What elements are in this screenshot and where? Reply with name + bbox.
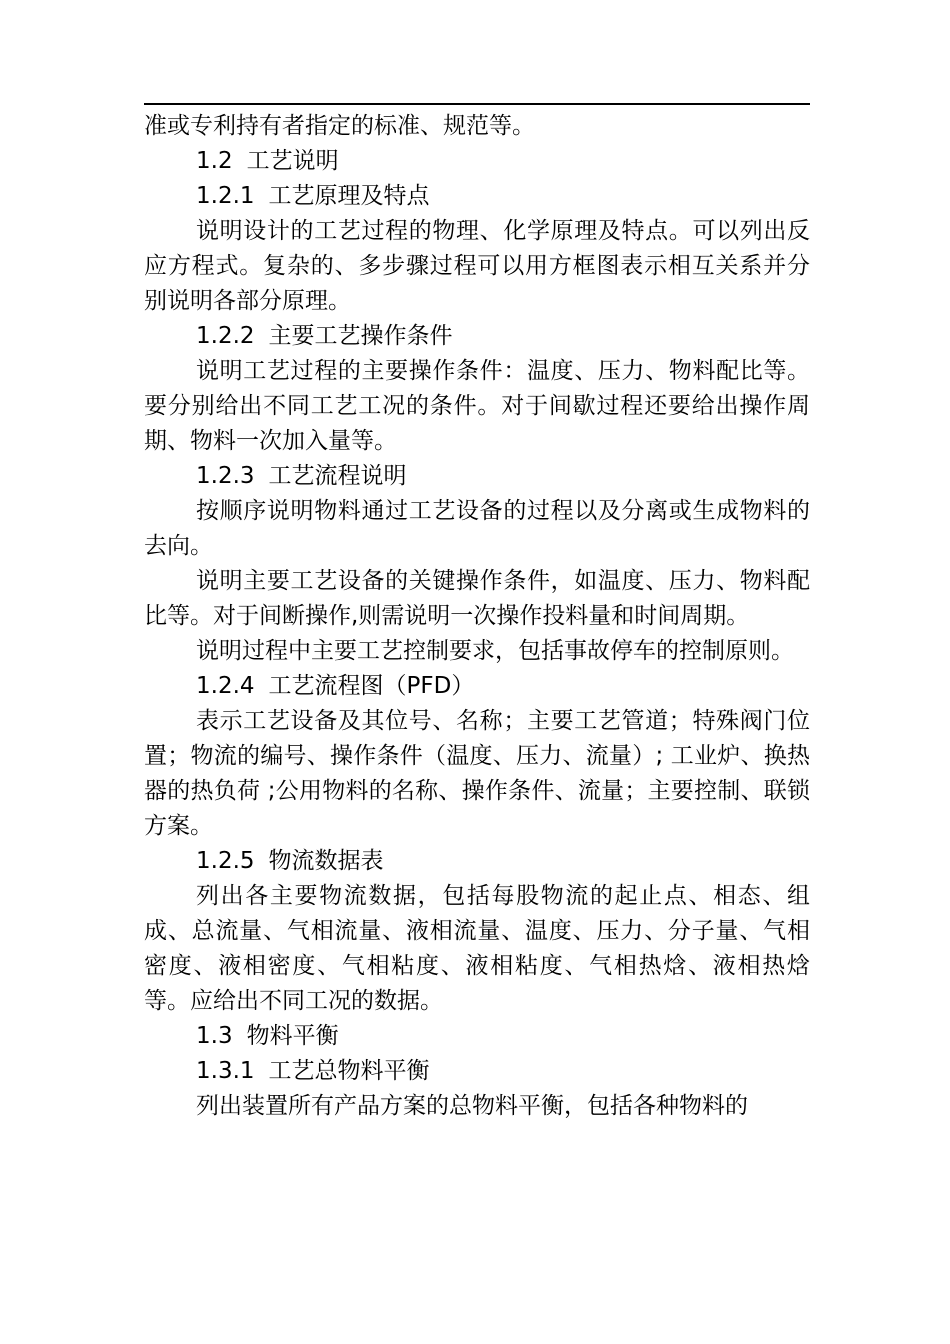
section-title: 工艺说明 xyxy=(246,148,339,174)
section-heading xyxy=(144,669,810,704)
section-heading xyxy=(144,1019,810,1054)
section-number: 1.2.4 xyxy=(196,673,255,699)
section-number: 1.3 xyxy=(196,1023,233,1049)
body-paragraph: 说明主要工艺设备的关键操作条件，如温度、压力、物料配比等。对于间断操作,则需说明一次操作投料量和时间周期。 xyxy=(144,568,810,629)
body-paragraph: 说明设计的工艺过程的物理、化学原理及特点。可以列出反应方程式。复杂的、多步骤过程可以用方框图表示相互关系并分别说明各部分原理。 xyxy=(144,218,810,314)
body-paragraph: 按顺序说明物料通过工艺设备的过程以及分离或生成物料的去向。 xyxy=(144,498,810,559)
section-heading xyxy=(144,1054,810,1089)
body-paragraph: 列出装置所有产品方案的总物料平衡，包括各种物料的 xyxy=(196,1093,748,1119)
section-heading xyxy=(144,179,810,214)
section-title: 物流数据表 xyxy=(268,848,384,874)
section-number: 1.3.1 xyxy=(196,1058,255,1084)
section-heading xyxy=(144,319,810,354)
section-number: 1.2.5 xyxy=(196,848,255,874)
section-heading xyxy=(144,459,810,494)
section-heading xyxy=(144,144,810,179)
section-title: 工艺总物料平衡 xyxy=(268,1058,430,1084)
body-paragraph: 说明工艺过程的主要操作条件：温度、压力、物料配比等。要分别给出不同工艺工况的条件。对于间歇过程还要给出操作周期、物料一次加入量等。 xyxy=(144,358,810,454)
section-heading xyxy=(144,844,810,879)
section-title: 工艺流程说明 xyxy=(268,463,407,489)
section-title: 工艺流程图（PFD） xyxy=(268,673,475,699)
section-number: 1.2.1 xyxy=(196,183,255,209)
section-title: 工艺原理及特点 xyxy=(268,183,430,209)
section-title: 物料平衡 xyxy=(246,1023,339,1049)
body-paragraph: 表示工艺设备及其位号、名称；主要工艺管道；特殊阀门位置；物流的编号、操作条件（温度、压力、流量）; 工业炉、换热器的热负荷 ;公用物料的名称、操作条件、流量；主要控制、联锁方案。 xyxy=(144,708,810,839)
section-number: 1.2.2 xyxy=(196,323,255,349)
section-number: 1.2.3 xyxy=(196,463,255,489)
body-paragraph: 说明过程中主要工艺控制要求，包括事故停车的控制原则。 xyxy=(196,638,794,664)
document-body xyxy=(144,109,810,1124)
body-paragraph: 准或专利持有者指定的标准、规范等。 xyxy=(144,113,535,139)
body-paragraph: 列出各主要物流数据，包括每股物流的起止点、相态、组成、总流量、气相流量、液相流量、温度、压力、分子量、气相密度、液相密度、气相粘度、液相粘度、气相热焓、液相热焓等。应给出不同工况的数据。 xyxy=(144,883,810,1014)
document-page xyxy=(144,103,810,1124)
section-title: 主要工艺操作条件 xyxy=(268,323,453,349)
header-rule xyxy=(144,103,810,105)
section-number: 1.2 xyxy=(196,148,233,174)
